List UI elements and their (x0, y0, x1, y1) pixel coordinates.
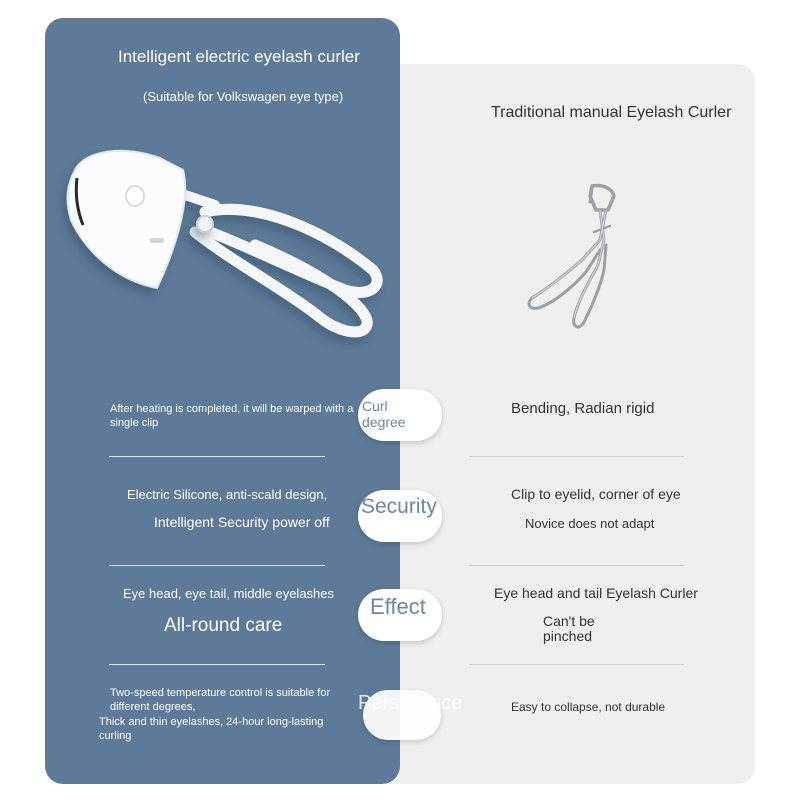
persistence-label: Persistence (358, 692, 463, 714)
security-left-text-2: Intelligent Security power off (154, 514, 330, 530)
left-title: Intelligent electric eyelash curler (118, 47, 360, 66)
security-left-text-1: Electric Silicone, anti-scald design, (127, 487, 328, 502)
curl-degree-right-text: Bending, Radian rigid (511, 400, 655, 417)
effect-left-text-2: All-round care (164, 615, 283, 636)
effect-label: Effect (370, 594, 426, 619)
right-title: Traditional manual Eyelash Curler (491, 104, 732, 121)
curl-degree-label: Curl degree (362, 398, 406, 430)
persistence-right-text: Easy to collapse, not durable (511, 700, 666, 714)
curl-degree-left-text: After heating is completed, it will be warped with a single clip (110, 403, 354, 429)
security-right-text-2: Novice does not adapt (525, 516, 655, 531)
divider-left-2 (109, 565, 325, 566)
persistence-left-text-1: Two-speed temperature control is suitable for different degrees, (110, 687, 331, 713)
effect-right-text-1: Eye head and tail Eyelash Curler (494, 585, 698, 601)
left-subtitle: (Suitable for Volkswagen eye type) (143, 89, 344, 104)
effect-right-text-2: Can't be pinched (543, 613, 595, 644)
effect-left-text-1: Eye head, eye tail, middle eyelashes (123, 586, 335, 601)
electric-eyelash-curler-icon (55, 140, 395, 350)
divider-left-3 (109, 664, 325, 665)
security-right-text-1: Clip to eyelid, corner of eye (511, 486, 681, 502)
divider-left-1 (109, 456, 325, 457)
divider-right-3 (469, 664, 684, 665)
persistence-left-text-2: Thick and thin eyelashes, 24-hour long-lasting curling (99, 716, 324, 742)
security-label: Security (361, 495, 437, 518)
manual-eyelash-curler-icon (520, 180, 630, 335)
divider-right-1 (469, 456, 684, 457)
divider-right-2 (469, 565, 684, 566)
left-panel (45, 18, 400, 784)
